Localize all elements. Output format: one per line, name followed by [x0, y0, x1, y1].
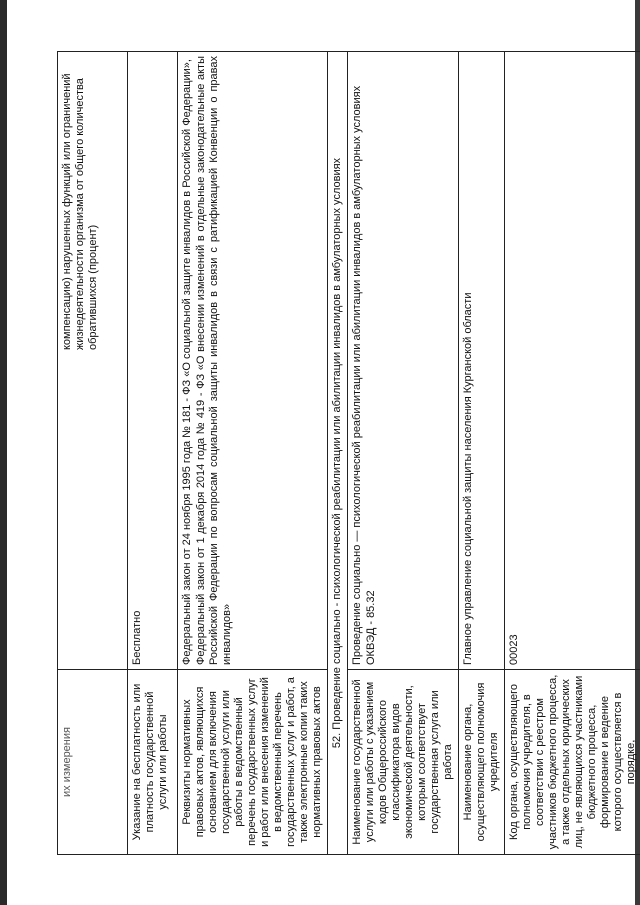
table-row — [505, 52, 640, 855]
row-label-free: Указание на бесплатность или платность государственной услуги или работы — [128, 670, 178, 855]
document-page — [57, 52, 637, 855]
row-value-service — [348, 52, 459, 670]
scan-edge-left — [0, 0, 7, 905]
row-label-authority: Наименование органа, осуществляющего полномочия учредителя — [459, 670, 505, 855]
service-name-text: Проведение социально — психологической реабилитации или абилитации инвалидов в амбулаторных условиях — [351, 85, 363, 665]
section-title: 52. Проведение социально - психологической реабилитации или абилитации инвалидов в амбулаторных условиях — [328, 52, 348, 855]
legal-act-2: Федеральный закон от 1 декабря 2014 года № 419 - ФЗ «О внесении изменений в отдельные законодательные акты Российской Федерации по вопросам социальной защиты инвалидов в связи с ратификацией Конвенции о правах инвалидов» — [195, 56, 233, 665]
okved-code: ОКВЭД - 85.32 — [365, 590, 377, 665]
legal-act-1: Федеральный закон от 24 ноября 1995 года № 181 - ФЗ «О социальной защите инвалидов в Российской Федерации», — [181, 59, 193, 665]
row-value-authority-code: 00023 — [505, 52, 640, 670]
row-value-free: Бесплатно — [128, 52, 178, 670]
table-row — [178, 52, 328, 855]
table-row — [328, 52, 348, 855]
table-row — [459, 52, 505, 855]
registry-table — [57, 51, 640, 855]
row-value-legal-acts — [178, 52, 328, 670]
row-label-measurement: их измерения — [58, 670, 128, 855]
row-value-authority: Главное управление социальной защиты населения Курганской области — [459, 52, 505, 670]
row-label-authority-code: Код органа, осуществляющего полномочия учредителя, в соответствии с реестром участников бюджетного процесса, а также отдельных юридических лиц, не являющихся участниками бюджетного процесса, формирование и ведение которого осуществляется в порядке, — [505, 670, 640, 855]
table-row — [348, 52, 459, 855]
row-label-service: Наименование государственной услуги или работы с указанием кодов Общероссийского классификатора видов экономической деятельности, которым соответствует государственная услуга или работа — [348, 670, 459, 855]
table-row — [128, 52, 178, 855]
measurement-text: компенсацию) нарушенных функций или ограничений жизнедеятельности организма от общего количества обратившихся (процент) — [61, 73, 99, 350]
table-row — [58, 52, 128, 855]
row-value-measurement — [58, 52, 128, 670]
row-label-legal-acts: Реквизиты нормативных правовых актов, являющихся основанием для включения государственной услуги или работы в ведомственный перечень государственных услуг и работ или внесения изменений в ведомственный перечень государственных услуг и работ, а также электронные копии таких нормативных правовых актов — [178, 670, 328, 855]
